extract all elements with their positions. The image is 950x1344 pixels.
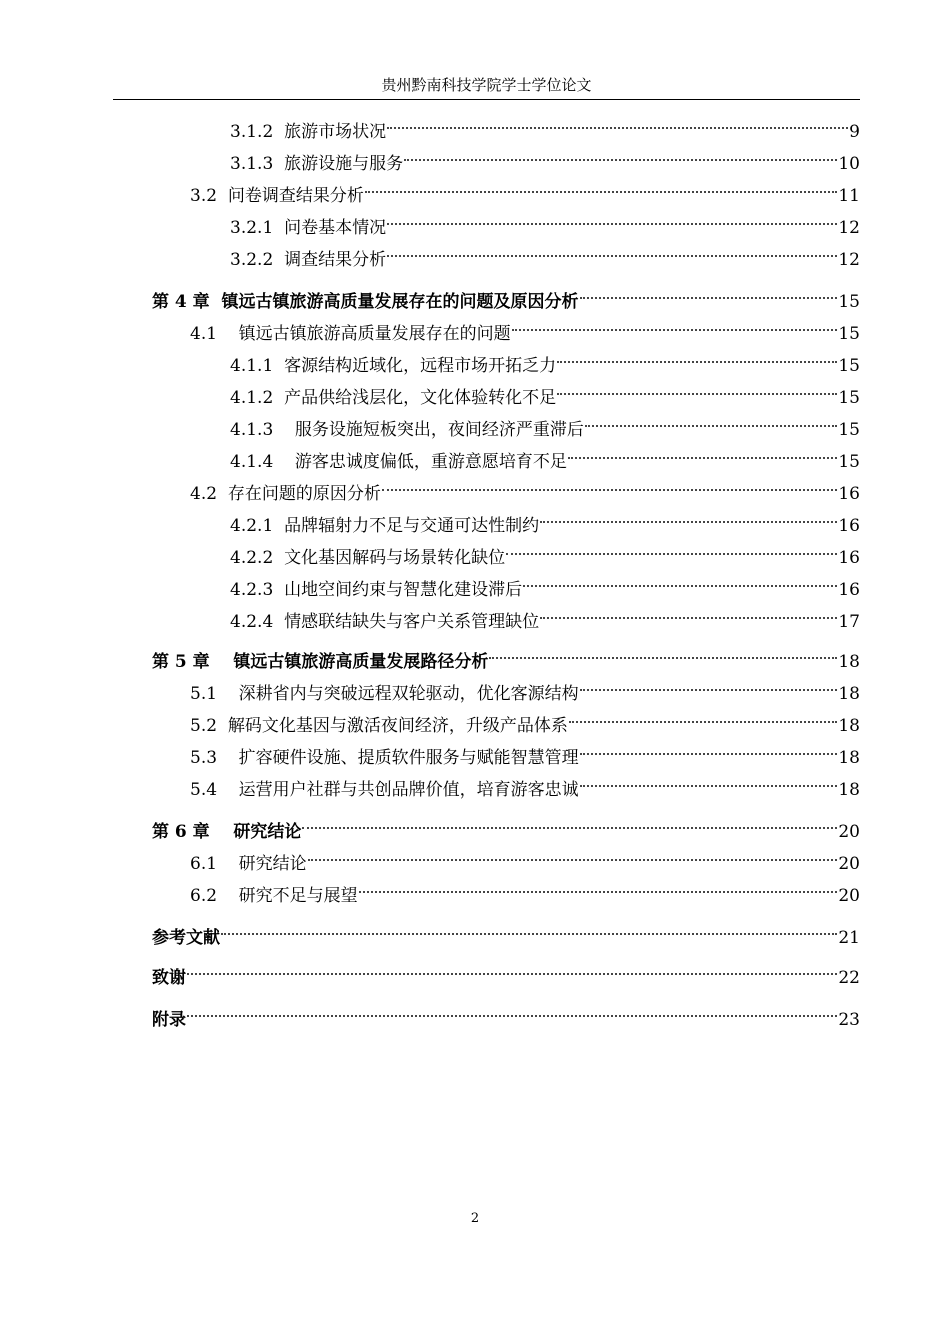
toc-entry-number: 3.2 xyxy=(190,186,218,206)
toc-entry-gap xyxy=(273,514,284,538)
toc-entry-gap xyxy=(273,386,284,410)
toc-dot-leader xyxy=(580,753,838,755)
toc-entry-title: 游客忠诚度偏低，重游意愿培育不足 xyxy=(294,452,567,472)
toc-entry-number: 4.2.3 xyxy=(230,580,274,600)
toc-entry-gap xyxy=(273,248,284,272)
toc-entry-gap xyxy=(217,884,239,908)
toc-entry-page: 15 xyxy=(838,388,860,408)
toc-entry-number: 4.1.1 xyxy=(230,356,274,376)
toc-entry-title: 文化基因解码与场景转化缺位 xyxy=(284,548,506,568)
toc-entry-page: 11 xyxy=(838,186,860,206)
toc-entry-number: 4.2 xyxy=(190,484,218,504)
toc-entry-page: 21 xyxy=(838,928,860,948)
toc-entry-gap xyxy=(217,682,239,706)
toc-entry-gap xyxy=(210,820,234,844)
toc-entry-gap xyxy=(273,152,284,176)
toc-dot-leader xyxy=(580,297,838,299)
toc-entry-page: 20 xyxy=(838,822,860,842)
toc-entry[interactable] xyxy=(152,820,860,844)
toc-entry-gap xyxy=(273,418,295,442)
toc-dot-leader xyxy=(540,521,837,523)
toc-dot-leader xyxy=(387,127,848,129)
toc-entry-page: 12 xyxy=(838,218,860,238)
toc-entry-title: 情感联结缺失与客户关系管理缺位 xyxy=(284,612,540,632)
toc-dot-leader xyxy=(585,425,837,427)
toc-entry-page: 16 xyxy=(838,580,860,600)
toc-entry-gap xyxy=(217,852,239,876)
toc-entry-page: 15 xyxy=(838,420,860,440)
toc-entry-title: 存在问题的原因分析 xyxy=(227,484,381,504)
toc-dot-leader xyxy=(221,933,837,935)
toc-dot-leader xyxy=(557,361,837,363)
toc-dot-leader xyxy=(557,393,837,395)
toc-entry[interactable] xyxy=(190,746,860,770)
page-number: 2 xyxy=(470,1211,480,1226)
toc-entry[interactable] xyxy=(152,1008,860,1032)
toc-entry-gap xyxy=(217,778,239,802)
toc-entry-number: 4.2.2 xyxy=(230,548,274,568)
toc-entry-title: 解码文化基因与激活夜间经济，升级产品体系 xyxy=(227,716,568,736)
toc-dot-leader xyxy=(187,973,837,975)
toc-entry[interactable] xyxy=(230,354,860,378)
toc-dot-leader xyxy=(359,891,838,893)
toc-entry-page: 20 xyxy=(838,886,860,906)
toc-entry-number: 第 6 章 xyxy=(152,822,210,842)
toc-entry-number: 第 5 章 xyxy=(152,652,210,672)
toc-entry[interactable] xyxy=(190,714,860,738)
toc-dot-leader xyxy=(523,585,837,587)
toc-entry-gap xyxy=(273,546,284,570)
toc-entry-number: 6.2 xyxy=(190,886,218,906)
toc-dot-leader xyxy=(580,785,838,787)
toc-dot-leader xyxy=(404,159,837,161)
toc-dot-leader xyxy=(540,617,837,619)
toc-entry-gap xyxy=(217,184,228,208)
toc-entry-title: 品牌辐射力不足与交通可达性制约 xyxy=(284,516,540,536)
toc-entry-title: 研究不足与展望 xyxy=(238,886,358,906)
toc-entry-number: 5.2 xyxy=(190,716,218,736)
toc-entry-gap xyxy=(217,322,239,346)
toc-entry-gap xyxy=(273,120,284,144)
toc-entry-page: 15 xyxy=(838,356,860,376)
toc-entry-page: 16 xyxy=(838,516,860,536)
toc-entry[interactable] xyxy=(230,450,860,474)
toc-entry-page: 23 xyxy=(838,1010,860,1030)
toc-dot-leader xyxy=(187,1015,837,1017)
toc-entry-page: 15 xyxy=(838,292,860,312)
toc-entry[interactable] xyxy=(190,482,860,506)
toc-entry-number: 3.2.1 xyxy=(230,218,274,238)
header-rule xyxy=(113,99,860,100)
toc-entry-number: 5.4 xyxy=(190,780,218,800)
toc-dot-leader xyxy=(489,657,837,659)
toc-entry-title: 镇远古镇旅游高质量发展路径分析 xyxy=(233,652,489,672)
toc-entry[interactable] xyxy=(152,926,860,950)
toc-entry[interactable] xyxy=(230,386,860,410)
toc-entry-title: 研究结论 xyxy=(233,822,302,842)
toc-entry-page: 16 xyxy=(838,548,860,568)
toc-dot-leader xyxy=(302,827,837,829)
toc-entry-gap xyxy=(217,746,239,770)
toc-entry-number: 4.1 xyxy=(190,324,218,344)
toc-dot-leader xyxy=(569,721,838,723)
toc-dot-leader xyxy=(308,859,838,861)
toc-entry-title: 山地空间约束与智慧化建设滞后 xyxy=(284,580,523,600)
toc-dot-leader xyxy=(387,223,837,225)
toc-entry[interactable] xyxy=(230,546,860,570)
toc-entry-number: 4.2.1 xyxy=(230,516,274,536)
toc-dot-leader xyxy=(387,255,837,257)
toc-entry-title: 运营用户社群与共创品牌价值，培育游客忠诚 xyxy=(238,780,579,800)
toc-dot-leader xyxy=(365,191,838,193)
toc-entry-title: 镇远古镇旅游高质量发展存在的问题 xyxy=(238,324,511,344)
toc-entry[interactable] xyxy=(190,778,860,802)
toc-entry-gap xyxy=(273,578,284,602)
toc-entry-page: 9 xyxy=(849,122,860,142)
toc-entry-title: 研究结论 xyxy=(238,854,307,874)
toc-dot-leader xyxy=(382,489,838,491)
toc-entry-title: 扩容硬件设施、提质软件服务与赋能智慧管理 xyxy=(238,748,579,768)
toc-entry[interactable] xyxy=(230,514,860,538)
toc-entry-gap xyxy=(210,650,234,674)
toc-entry-title: 旅游市场状况 xyxy=(284,122,387,142)
toc-entry-title: 附录 xyxy=(152,1010,186,1030)
toc-entry-title: 服务设施短板突出，夜间经济严重滞后 xyxy=(294,420,584,440)
toc-entry-number: 4.1.3 xyxy=(230,420,274,440)
toc-entry-number: 3.1.3 xyxy=(230,154,274,174)
toc-entry[interactable] xyxy=(230,248,860,272)
toc-entry-number: 5.3 xyxy=(190,748,218,768)
toc-entry[interactable] xyxy=(190,322,860,346)
toc-entry[interactable] xyxy=(190,184,860,208)
toc-entry-page: 15 xyxy=(838,324,860,344)
toc-entry-gap xyxy=(217,482,228,506)
toc-entry-title: 致谢 xyxy=(152,968,186,988)
toc-entry[interactable] xyxy=(190,682,860,706)
toc-entry-page: 17 xyxy=(838,612,860,632)
toc-entry-page: 16 xyxy=(838,484,860,504)
toc-entry[interactable] xyxy=(230,578,860,602)
toc-dot-leader xyxy=(512,329,838,331)
toc-dot-leader xyxy=(506,553,837,555)
toc-entry[interactable] xyxy=(230,418,860,442)
toc-entry-page: 18 xyxy=(838,716,860,736)
toc-entry[interactable] xyxy=(152,966,860,990)
toc-entry-title: 产品供给浅层化，文化体验转化不足 xyxy=(284,388,557,408)
toc-entry-title: 客源结构近域化，远程市场开拓乏力 xyxy=(284,356,557,376)
toc-entry-gap xyxy=(273,354,284,378)
toc-entry-gap xyxy=(273,450,295,474)
toc-entry[interactable] xyxy=(152,650,860,674)
toc-entry-page: 22 xyxy=(838,968,860,988)
running-header: 贵州黔南科技学院学士学位论文 xyxy=(381,76,592,94)
toc-entry-gap xyxy=(217,714,228,738)
toc-entry-gap xyxy=(273,610,284,634)
toc-entry[interactable] xyxy=(152,290,860,314)
toc-entry-title: 旅游设施与服务 xyxy=(284,154,404,174)
toc-entry-number: 4.1.2 xyxy=(230,388,274,408)
toc-entry-number: 5.1 xyxy=(190,684,218,704)
toc-entry[interactable] xyxy=(190,884,860,908)
toc-entry-number: 3.1.2 xyxy=(230,122,274,142)
toc-entry-number: 3.2.2 xyxy=(230,250,274,270)
toc-entry-page: 18 xyxy=(838,652,860,672)
toc-dot-leader xyxy=(580,689,838,691)
toc-entry-number: 4.2.4 xyxy=(230,612,274,632)
toc-entry-number: 第 4 章 xyxy=(152,292,210,312)
toc-entry-number: 6.1 xyxy=(190,854,218,874)
toc-entry-gap xyxy=(210,290,222,314)
toc-dot-leader xyxy=(568,457,837,459)
toc-entry-page: 18 xyxy=(838,684,860,704)
toc-entry[interactable] xyxy=(230,152,860,176)
toc-entry-title: 问卷调查结果分析 xyxy=(227,186,364,206)
toc-entry[interactable] xyxy=(230,216,860,240)
toc-entry-page: 15 xyxy=(838,452,860,472)
toc-entry-title: 问卷基本情况 xyxy=(284,218,387,238)
toc-entry[interactable] xyxy=(230,120,860,144)
toc-entry-gap xyxy=(273,216,284,240)
toc-entry[interactable] xyxy=(190,852,860,876)
toc-entry-title: 深耕省内与突破远程双轮驱动，优化客源结构 xyxy=(238,684,579,704)
toc-entry[interactable] xyxy=(230,610,860,634)
toc-entry-title: 调查结果分析 xyxy=(284,250,387,270)
toc-entry-title: 镇远古镇旅游高质量发展存在的问题及原因分析 xyxy=(221,292,579,312)
toc-entry-page: 10 xyxy=(838,154,860,174)
toc-entry-page: 18 xyxy=(838,780,860,800)
toc-entry-page: 18 xyxy=(838,748,860,768)
toc-entry-number: 4.1.4 xyxy=(230,452,274,472)
toc-entry-page: 20 xyxy=(838,854,860,874)
toc-entry-title: 参考文献 xyxy=(152,928,220,948)
toc-entry-page: 12 xyxy=(838,250,860,270)
